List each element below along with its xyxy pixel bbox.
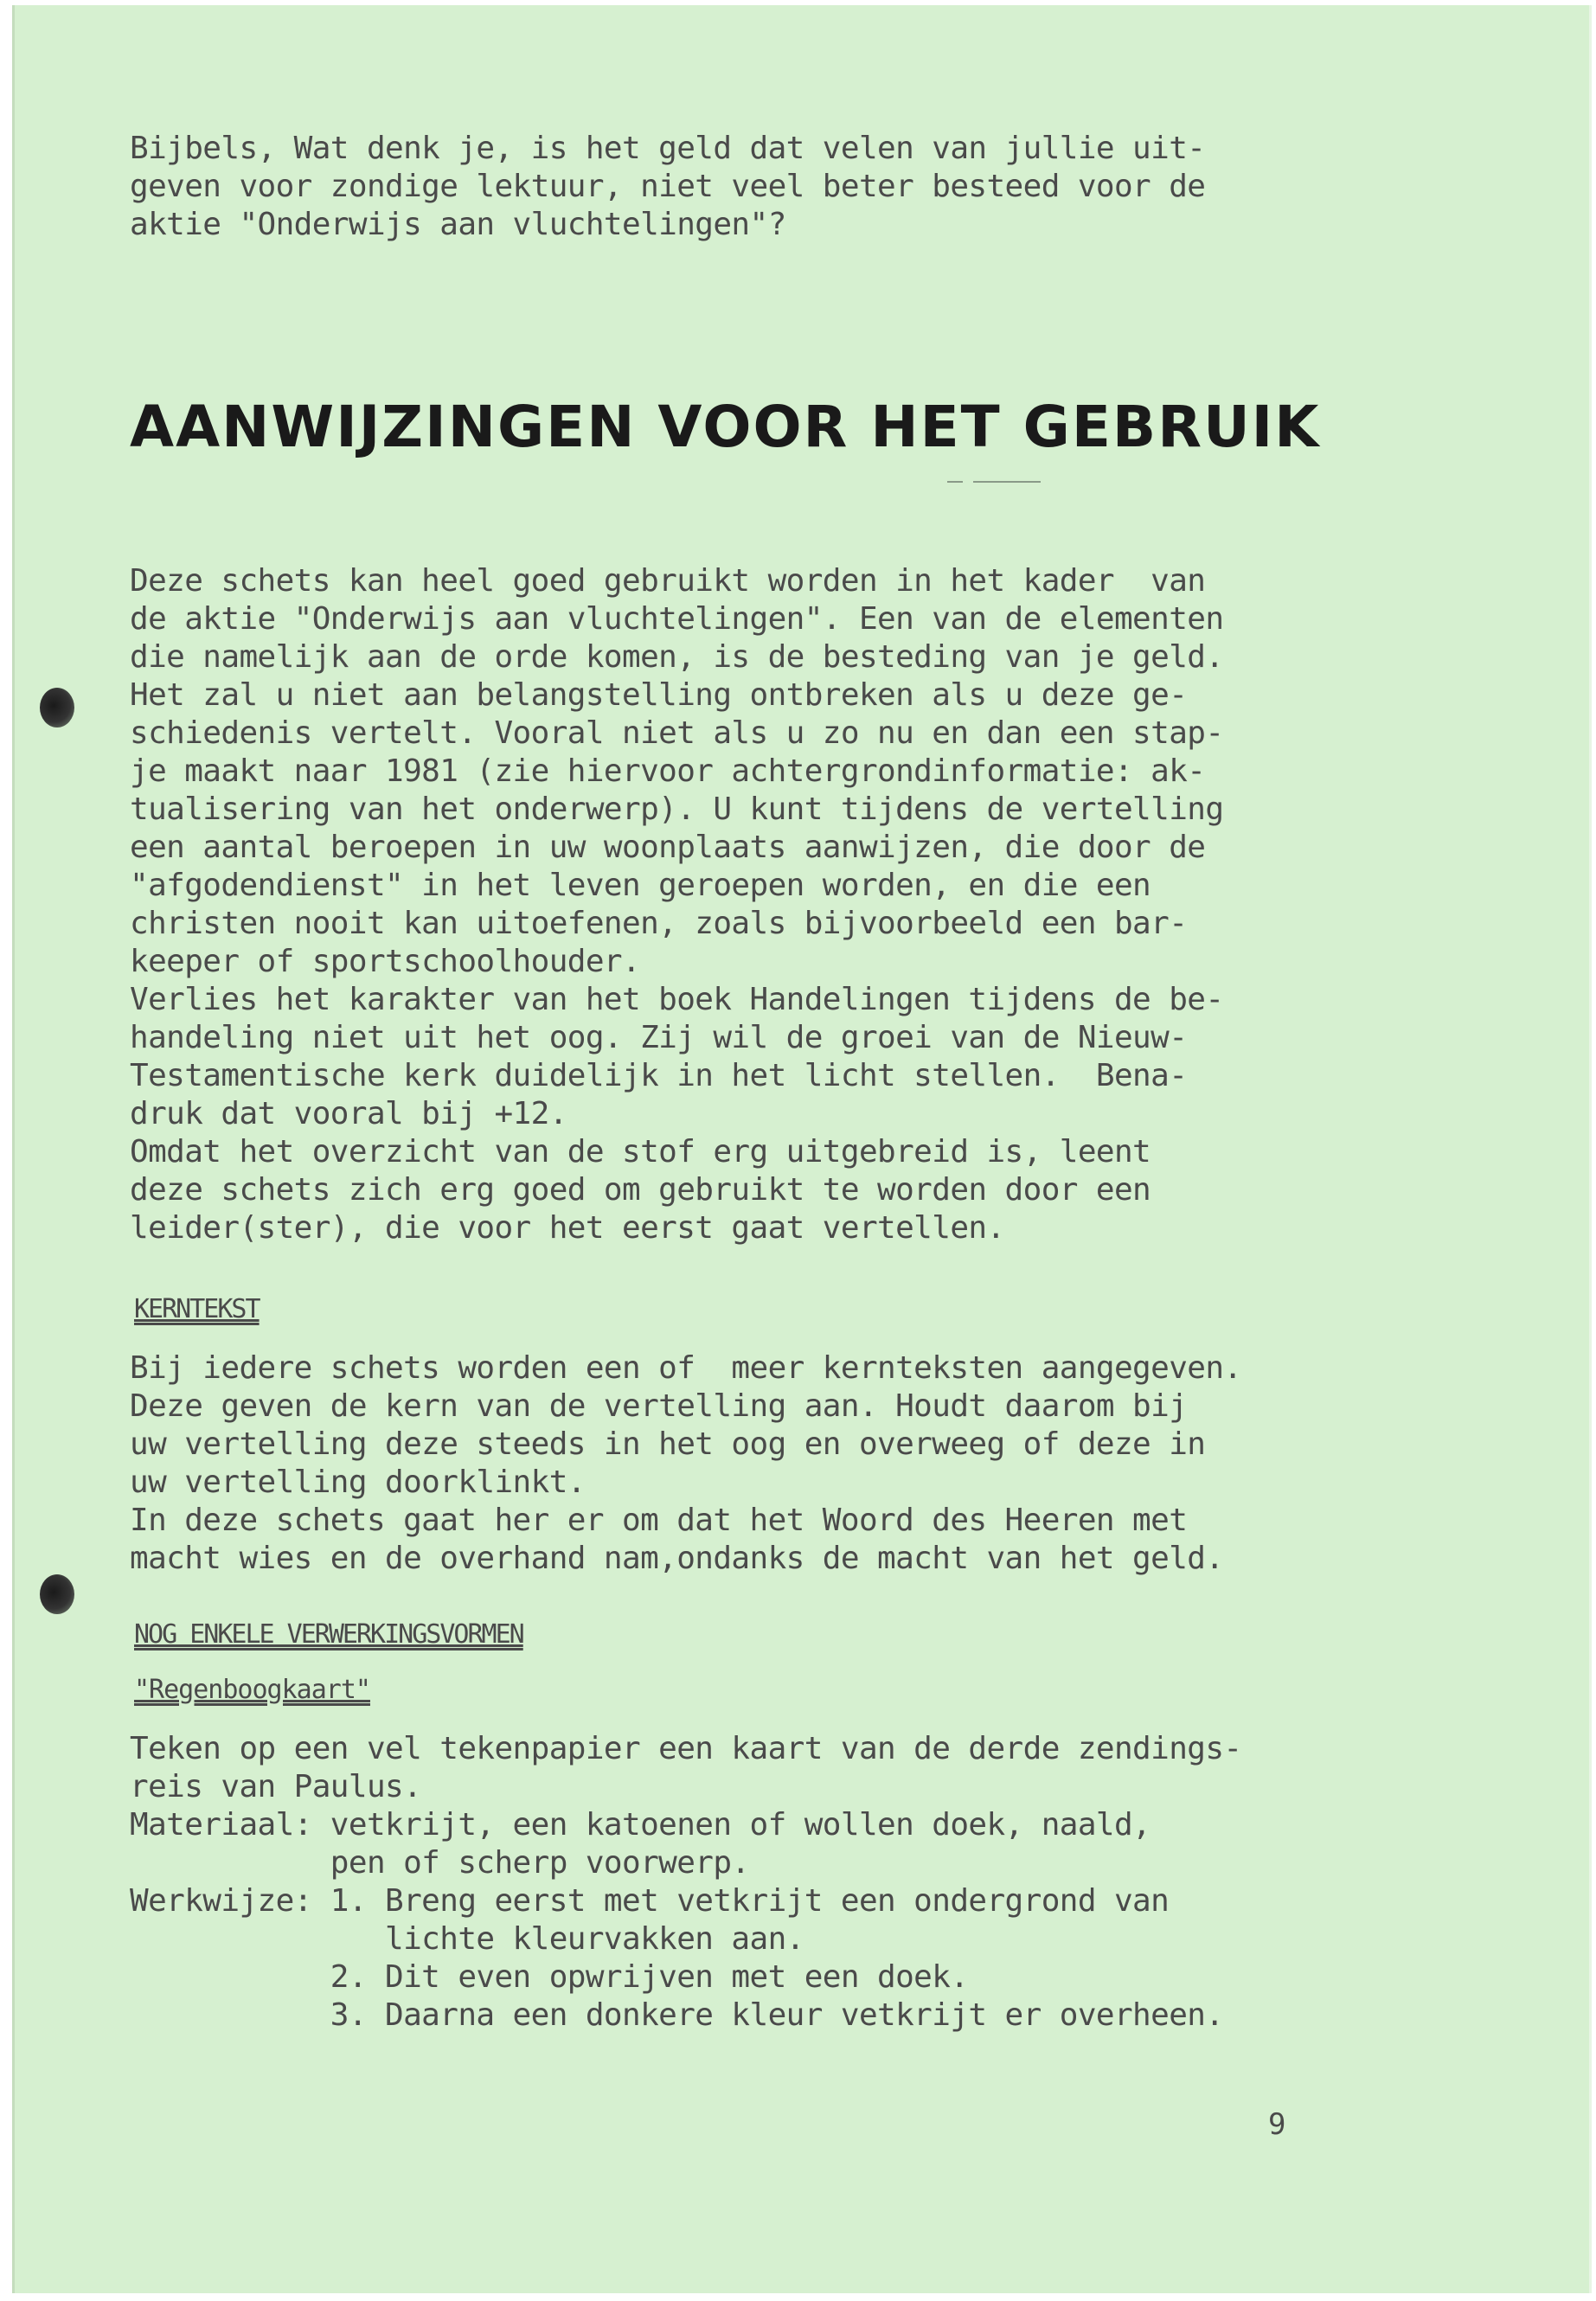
section-heading: AANWIJZINGEN VOOR HET GEBRUIK (130, 394, 1321, 460)
stray-mark (973, 481, 1041, 483)
verwerking-heading: NOG ENKELE VERWERKINGSVORMEN (134, 1619, 523, 1650)
stray-mark (947, 481, 963, 483)
kerntekst-paragraph: Bij iedere schets worden een of meer kernteksten aangegeven. Deze geven de kern van de vertelling aan. Houdt daarom bij uw vertelling deze steeds in het oog en overweeg of deze in uw vertelling doorklinkt. In deze schets gaat her er om dat het Woord des Heeren met macht wies en de overhand nam,ondanks de macht van het geld. (130, 1350, 1242, 1576)
page-number: 9 (1268, 2107, 1286, 2142)
punch-hole-icon (40, 688, 74, 727)
regenboog-paragraph: Teken op een vel tekenpapier een kaart van de derde zendings- reis van Paulus. Materiaal: vetkrijt, een katoenen of wollen doek, naald, pen of scherp voorwerp. Werkwijze: 1. Breng eerst met vetkrijt een ondergrond van lichte kleurvakken aan. 2. Dit even opwrijven met een doek. 3. Daarna een donkere kleur vetkrijt er overheen. (130, 1731, 1242, 2033)
kerntekst-heading: KERNTEKST (134, 1294, 260, 1324)
usage-paragraph: Deze schets kan heel goed gebruikt worden in het kader van de aktie "Onderwijs aan vluchtelingen". Een van de elementen die namelijk aan de orde komen, is de besteding van je geld. Het zal u niet aan belangstelling ontbreken als u deze ge- schiedenis vertelt. Vooral niet als u zo nu en dan een stap- je maakt naar 1981 (zie hiervoor achtergrondinformatie: ak- tualisering van het onderwerp). U kunt tijdens de vertelling een aantal beroepen in uw woonplaats aanwijzen, die door de "afgodendienst" in het leven geroepen worden, en die een christen nooit kan uitoefenen, zoals bijvoorbeeld een bar- keeper of sportschoolhouder. Verlies het karakter van het boek Handelingen tijdens de be- handeling niet uit het oog. Zij wil de groei van de Nieuw- Testamentische kerk duidelijk in het licht stellen. Bena- druk dat vooral bij +12. Omdat het overzicht van de stof erg uitgebreid is, leent deze schets zich erg goed om gebruikt te worden door een leider(ster), die voor het eerst gaat vertellen. (130, 563, 1224, 1246)
punch-hole-icon (40, 1574, 74, 1614)
intro-paragraph: Bijbels, Wat denk je, is het geld dat velen van jullie uit- geven voor zondige lektuur, niet veel beter besteed voor de aktie "Onderwijs aan vluchtelingen"? (130, 131, 1206, 242)
regenboog-heading: "Regenboogkaart" (134, 1675, 370, 1705)
